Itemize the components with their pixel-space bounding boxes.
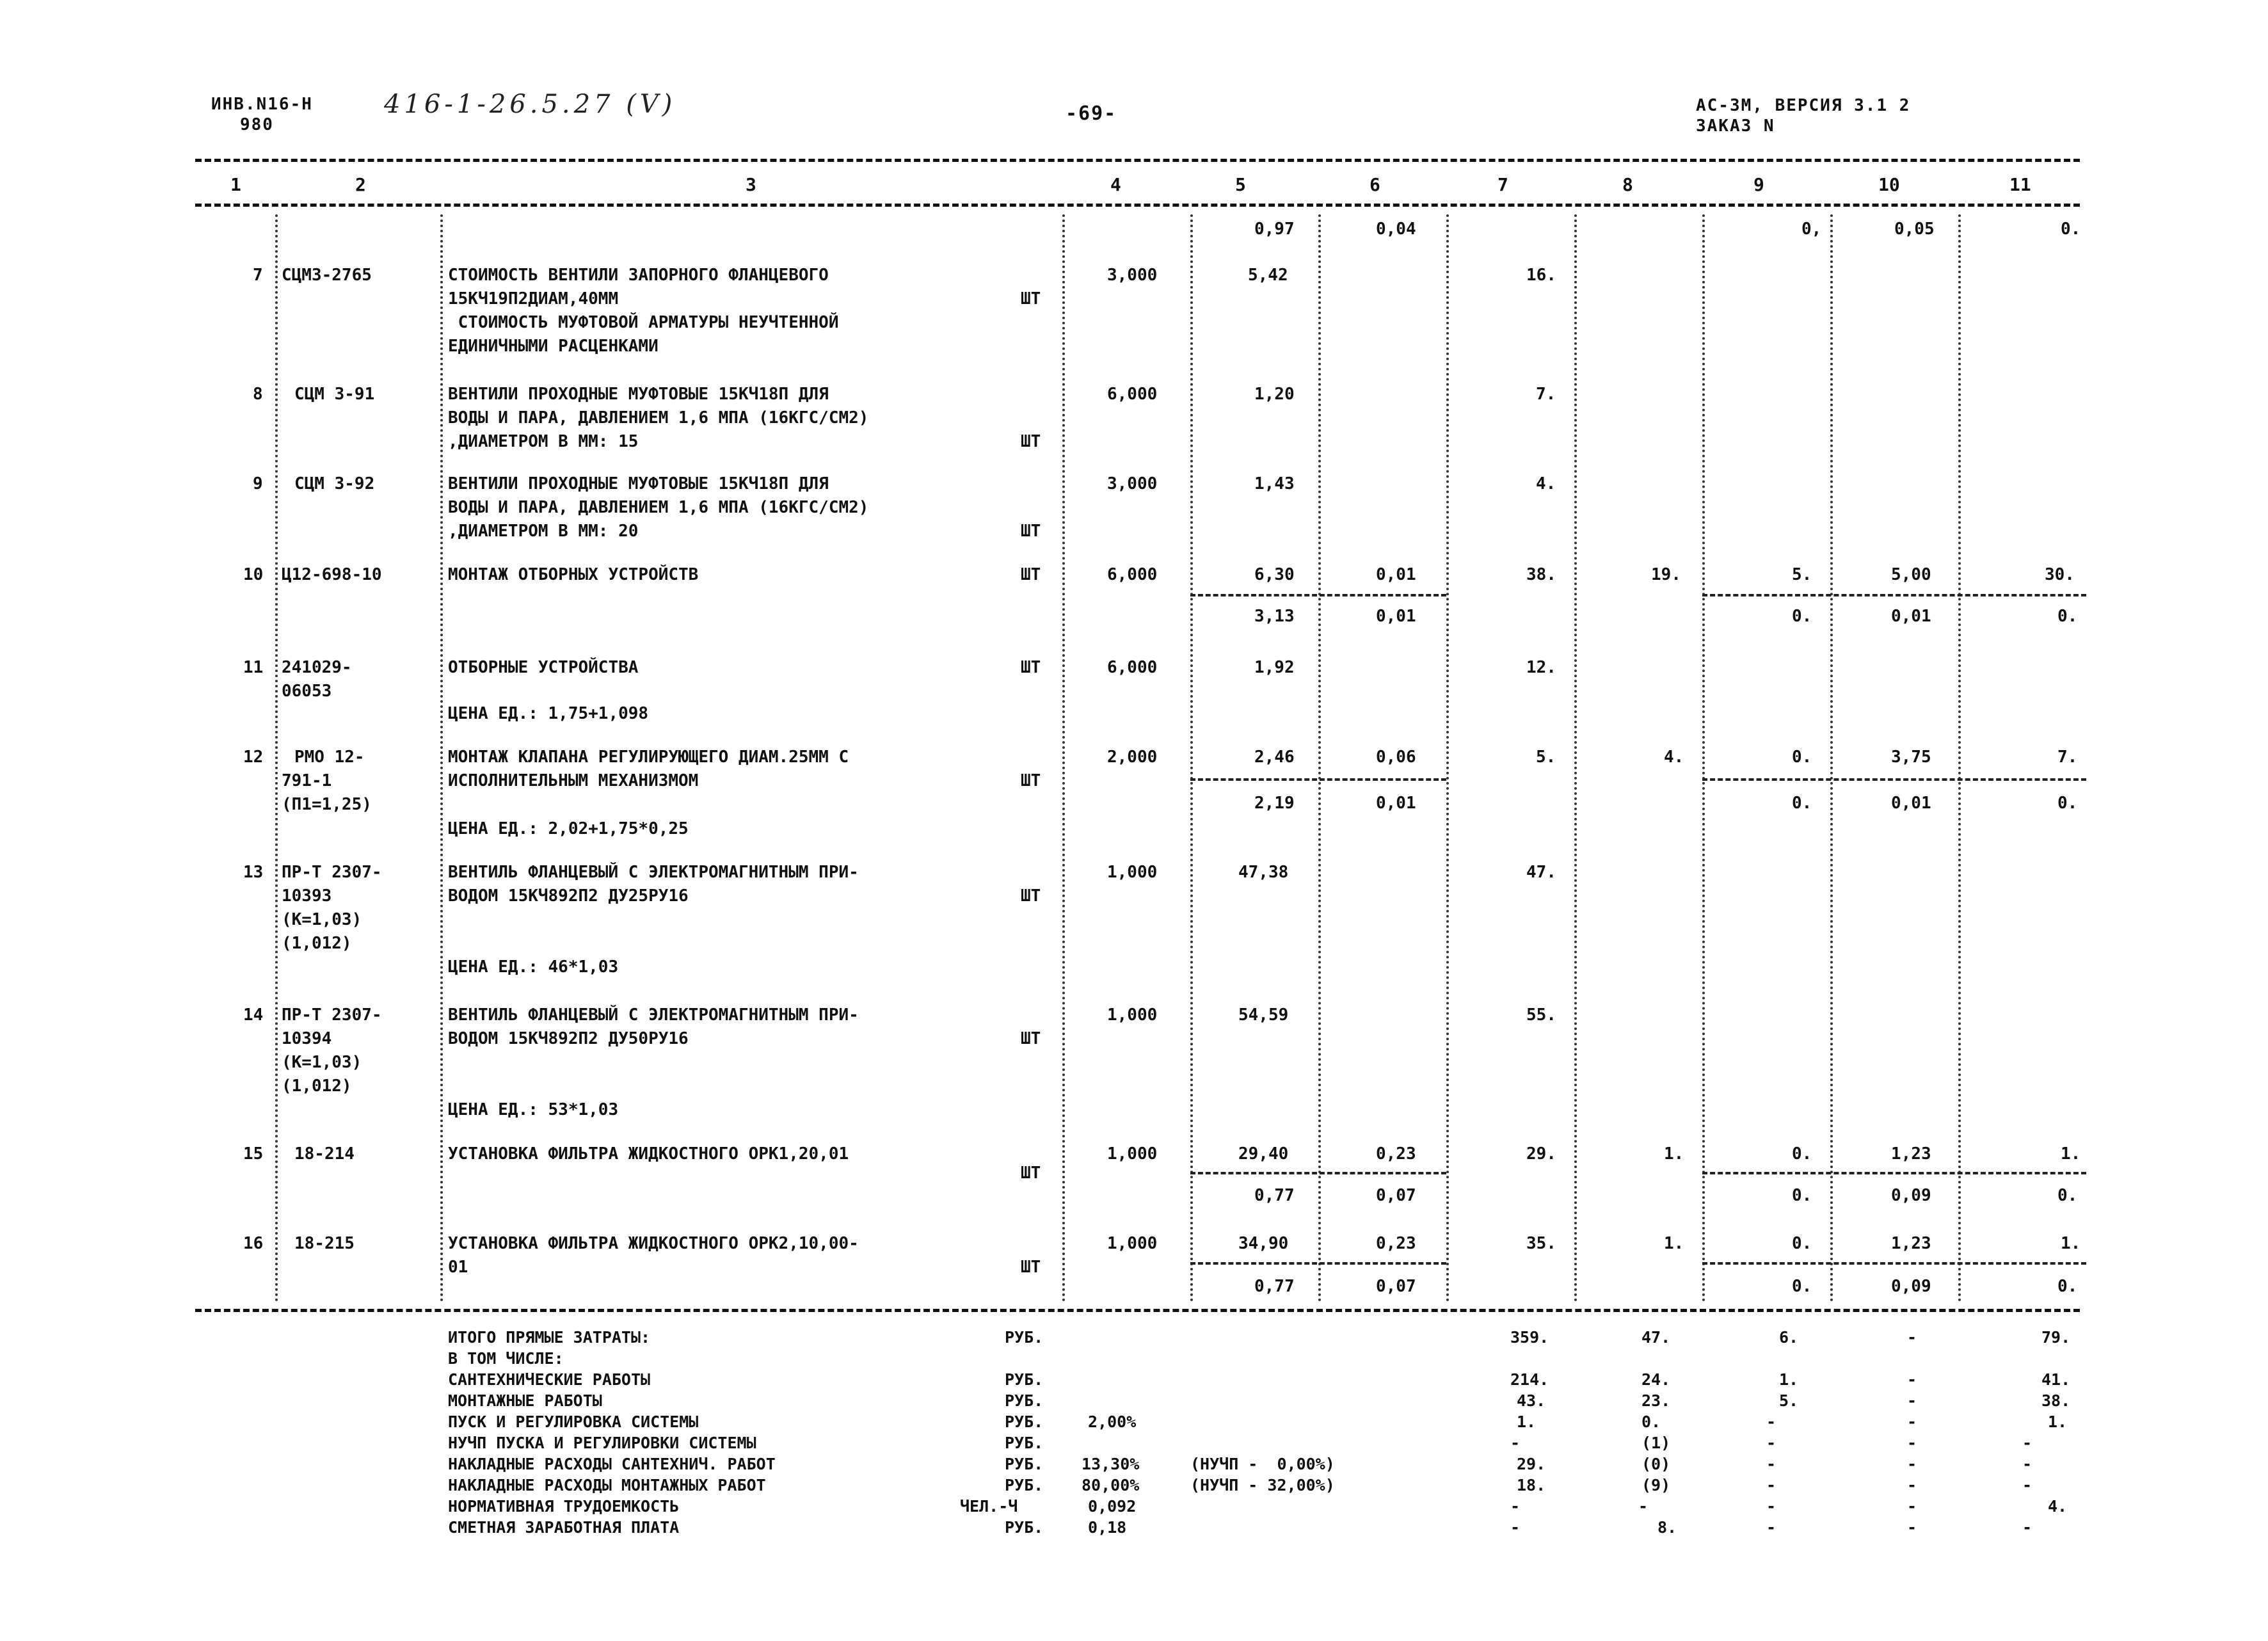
software-version: АС-3М, ВЕРСИЯ 3.1 2	[1696, 96, 1911, 115]
price-code: 241029-	[282, 658, 352, 677]
cell-col9: 0.	[1792, 1234, 1812, 1253]
cell-col11-sub: 0.	[2057, 1186, 2078, 1205]
summary-rate: 0,18	[1088, 1518, 1127, 1537]
inventory-number: 980	[240, 115, 274, 134]
row-number: 12	[243, 748, 264, 767]
top-rule	[195, 159, 2080, 162]
unit: ШТ	[1021, 432, 1041, 451]
summary-col10: -	[1907, 1518, 1917, 1537]
summary-label: НОРМАТИВНАЯ ТРУДОЕМКОСТЬ	[448, 1497, 680, 1516]
summary-col10: -	[1907, 1497, 1917, 1516]
cell-col6-sub: 0,07	[1376, 1186, 1416, 1205]
price-code: ПР-Т 2307-	[282, 1005, 382, 1025]
column-separator	[1190, 214, 1193, 1302]
cell-col7: 7.	[1536, 385, 1556, 404]
unit-price: ЦЕНА ЕД.: 1,75+1,098	[448, 704, 649, 723]
summary-row	[0, 1391, 2268, 1413]
summary-row	[0, 1476, 2268, 1497]
summary-col11: 1.	[2048, 1413, 2068, 1431]
summary-label: НАКЛАДНЫЕ РАСХОДЫ САНТЕХНИЧ. РАБОТ	[448, 1455, 776, 1473]
cell-col4: 6,000	[1107, 658, 1158, 677]
cell-col7: 5.	[1536, 748, 1556, 767]
summary-label: САНТЕХНИЧЕСКИЕ РАБОТЫ	[448, 1370, 651, 1389]
cell-col6-sub: 0,07	[1376, 1277, 1416, 1296]
work-description: УСТАНОВКА ФИЛЬТРА ЖИДКОСТНОГО ОРК1,20,01	[448, 1144, 849, 1164]
work-description: ИСПОЛНИТЕЛЬНЫМ МЕХАНИЗМОМ	[448, 771, 699, 790]
summary-row	[0, 1413, 2268, 1434]
work-description: УСТАНОВКА ФИЛЬТРА ЖИДКОСТНОГО ОРК2,10,00-	[448, 1234, 859, 1253]
summary-row	[0, 1518, 2268, 1539]
cell-col5: 1,43	[1254, 474, 1295, 493]
colnum-8: 8	[1622, 174, 1633, 195]
summary-col11: -	[2022, 1518, 2032, 1537]
work-description: МОНТАЖ ОТБОРНЫХ УСТРОЙСТВ	[448, 565, 699, 584]
cell-col9: 5.	[1792, 565, 1812, 584]
summary-label: ИТОГО ПРЯМЫЕ ЗАТРАТЫ:	[448, 1328, 651, 1347]
price-code: 791-1	[282, 771, 332, 790]
work-description: ВЕНТИЛЬ ФЛАНЦЕВЫЙ С ЭЛЕКТРОМАГНИТНЫМ ПРИ-	[448, 1005, 859, 1025]
summary-col10: -	[1907, 1391, 1917, 1410]
summary-col7: 29.	[1517, 1455, 1546, 1473]
price-code: 10394	[282, 1029, 332, 1048]
cell-col11: 1.	[2061, 1234, 2081, 1253]
cell-col10: 5,00	[1891, 565, 1931, 584]
summary-col9: -	[1766, 1518, 1777, 1537]
summary-unit: РУБ.	[1005, 1476, 1044, 1494]
summary-col8: (9)	[1641, 1476, 1671, 1494]
subtotal-divider	[1702, 1262, 2086, 1265]
summary-col9: -	[1766, 1434, 1777, 1452]
summary-col10: -	[1907, 1328, 1917, 1347]
colnum-11: 11	[2009, 174, 2031, 195]
cell-col5: 1,20	[1254, 385, 1295, 404]
cell-col11: 7.	[2057, 748, 2078, 767]
summary-rate: 13,30%	[1082, 1455, 1140, 1473]
summary-col9: 6.	[1779, 1328, 1799, 1347]
cell-col10-sub: 0,09	[1891, 1277, 1931, 1296]
summary-col7: -	[1510, 1518, 1521, 1537]
cell-col8: 4.	[1664, 748, 1684, 767]
price-code: (1,012)	[282, 1077, 352, 1096]
summary-col9: -	[1766, 1497, 1777, 1516]
cell-col9-sub: 0.	[1792, 1277, 1812, 1296]
summary-rate: 80,00%	[1082, 1476, 1140, 1494]
cell-col9-sub: 0.	[1792, 794, 1812, 813]
colnum-2: 2	[355, 174, 366, 195]
summary-rate: 0,092	[1088, 1497, 1137, 1516]
work-description: 15КЧ19П2ДИАМ,40ММ	[448, 289, 619, 308]
work-description: ВЕНТИЛЬ ФЛАНЦЕВЫЙ С ЭЛЕКТРОМАГНИТНЫМ ПРИ-	[448, 863, 859, 882]
unit: ШТ	[1021, 1029, 1041, 1048]
cell-col4: 3,000	[1107, 474, 1158, 493]
cell-col9: 0.	[1792, 748, 1812, 767]
summary-unit: РУБ.	[1005, 1413, 1044, 1431]
summary-col8: -	[1638, 1497, 1649, 1516]
unit: ШТ	[1021, 771, 1041, 790]
cell-col5: 0,97	[1254, 220, 1295, 239]
summary-col10: -	[1907, 1476, 1917, 1494]
colnum-6: 6	[1370, 174, 1380, 195]
work-description: ВОДОМ 15КЧ892П2 ДУ25РУ16	[448, 886, 689, 906]
cell-col9: 0,	[1801, 220, 1822, 239]
cell-col10-sub: 0,09	[1891, 1186, 1931, 1205]
summary-col11: 38.	[2041, 1391, 2071, 1410]
summary-rate: 2,00%	[1088, 1413, 1137, 1431]
cell-col5: 1,92	[1254, 658, 1295, 677]
cell-col6: 0,04	[1376, 220, 1416, 239]
cell-col5-sub: 0,77	[1254, 1186, 1295, 1205]
unit: ШТ	[1021, 565, 1041, 584]
cell-col7: 12.	[1526, 658, 1556, 677]
summary-col7: -	[1510, 1434, 1521, 1452]
summary-row	[0, 1497, 2268, 1518]
summary-row	[0, 1434, 2268, 1455]
work-description: 01	[448, 1258, 468, 1277]
cell-col6: 0,23	[1376, 1234, 1416, 1253]
summary-label: В ТОМ ЧИСЛЕ:	[448, 1349, 564, 1368]
price-code: СЦМ3-2765	[282, 266, 372, 285]
row-number: 16	[243, 1234, 264, 1253]
cell-col8: 19.	[1651, 565, 1681, 584]
table-bottom-rule	[195, 1309, 2080, 1312]
cell-col7: 29.	[1526, 1144, 1556, 1164]
summary-col8: 47.	[1641, 1328, 1671, 1347]
summary-col7: -	[1510, 1497, 1521, 1516]
cell-col5: 54,59	[1238, 1005, 1289, 1025]
cell-col9-sub: 0.	[1792, 607, 1812, 626]
cell-col11-sub: 0.	[2057, 794, 2078, 813]
price-code: РМО 12-	[294, 748, 365, 767]
row-number: 10	[243, 565, 264, 584]
summary-row	[0, 1455, 2268, 1476]
summary-label: ПУСК И РЕГУЛИРОВКА СИСТЕМЫ	[448, 1413, 699, 1431]
price-code: ПР-Т 2307-	[282, 863, 382, 882]
cell-col5: 29,40	[1238, 1144, 1289, 1164]
column-separator	[275, 214, 278, 1302]
cell-col11: 0.	[2061, 220, 2081, 239]
work-description: ВЕНТИЛИ ПРОХОДНЫЕ МУФТОВЫЕ 15КЧ18П ДЛЯ	[448, 474, 829, 493]
cell-col8: 1.	[1664, 1234, 1684, 1253]
unit: ШТ	[1021, 522, 1041, 541]
unit: ШТ	[1021, 1164, 1041, 1183]
unit-price: ЦЕНА ЕД.: 53*1,03	[448, 1100, 619, 1119]
summary-col7: 214.	[1510, 1370, 1549, 1389]
cell-col4: 6,000	[1107, 565, 1158, 584]
work-description: ВОДЫ И ПАРА, ДАВЛЕНИЕМ 1,6 МПА (16КГС/СМ2)	[448, 408, 869, 428]
summary-col10: -	[1907, 1370, 1917, 1389]
cell-col9-sub: 0.	[1792, 1186, 1812, 1205]
cell-col10: 0,05	[1894, 220, 1935, 239]
column-number-row	[195, 174, 2080, 200]
column-separator	[1574, 214, 1577, 1302]
work-description: ,ДИАМЕТРОМ В ММ: 20	[448, 522, 639, 541]
summary-col8: 0.	[1641, 1413, 1661, 1431]
cell-col6-sub: 0,01	[1376, 794, 1416, 813]
summary-col8: 24.	[1641, 1370, 1671, 1389]
subtotal-divider	[1702, 594, 2086, 596]
page-number: -69-	[1066, 102, 1117, 125]
colnum-4: 4	[1110, 174, 1121, 195]
colnum-3: 3	[746, 174, 756, 195]
cell-col7: 16.	[1526, 266, 1556, 285]
cell-col10: 1,23	[1891, 1144, 1931, 1164]
cell-col5: 34,90	[1238, 1234, 1289, 1253]
summary-unit: РУБ.	[1005, 1328, 1044, 1347]
work-description: МОНТАЖ КЛАПАНА РЕГУЛИРУЮЩЕГО ДИАМ.25ММ С	[448, 748, 849, 767]
summary-col10: -	[1907, 1434, 1917, 1452]
summary-col11: -	[2022, 1434, 2032, 1452]
colnum-5: 5	[1235, 174, 1246, 195]
summary-label: МОНТАЖНЫЕ РАБОТЫ	[448, 1391, 602, 1410]
cell-col4: 1,000	[1107, 863, 1158, 882]
summary-col7: 1.	[1517, 1413, 1537, 1431]
summary-col9: -	[1766, 1476, 1777, 1494]
summary-overhead-note: (НУЧП - 32,00%)	[1190, 1476, 1335, 1494]
work-description: ВОДОМ 15КЧ892П2 ДУ50РУ16	[448, 1029, 689, 1048]
work-description: ВОДЫ И ПАРА, ДАВЛЕНИЕМ 1,6 МПА (16КГС/СМ2)	[448, 498, 869, 517]
colnum-9: 9	[1753, 174, 1764, 195]
cell-col11: 1.	[2061, 1144, 2081, 1164]
price-code: (1,012)	[282, 934, 352, 953]
cell-col5-sub: 3,13	[1254, 607, 1295, 626]
summary-col10: -	[1907, 1413, 1917, 1431]
work-description: ВЕНТИЛИ ПРОХОДНЫЕ МУФТОВЫЕ 15КЧ18П ДЛЯ	[448, 385, 829, 404]
summary-col10: -	[1907, 1455, 1917, 1473]
cell-col10-sub: 0,01	[1891, 607, 1931, 626]
column-separator	[1318, 214, 1321, 1302]
column-separator	[1702, 214, 1705, 1302]
work-description: ,ДИАМЕТРОМ В ММ: 15	[448, 432, 639, 451]
summary-col8: (1)	[1641, 1434, 1671, 1452]
cell-col6: 0,01	[1376, 565, 1416, 584]
price-code: (К=1,03)	[282, 1053, 362, 1072]
summary-unit: РУБ.	[1005, 1434, 1044, 1452]
cell-col5: 2,46	[1254, 748, 1295, 767]
work-description: СТОИМОСТЬ ВЕНТИЛИ ЗАПОРНОГО ФЛАНЦЕВОГО	[448, 266, 829, 285]
price-code: СЦМ 3-91	[294, 385, 375, 404]
summary-label: НУЧП ПУСКА И РЕГУЛИРОВКИ СИСТЕМЫ	[448, 1434, 756, 1452]
subtotal-divider	[1190, 594, 1446, 596]
price-code: Ц12-698-10	[282, 565, 382, 584]
subtotal-divider	[1702, 1172, 2086, 1174]
summary-col11: 79.	[2041, 1328, 2071, 1347]
order-label: ЗАКАЗ N	[1696, 116, 1775, 136]
cell-col7: 38.	[1526, 565, 1556, 584]
summary-row	[0, 1349, 2268, 1370]
summary-col11: -	[2022, 1455, 2032, 1473]
column-separator	[1062, 214, 1065, 1302]
header-rule	[195, 204, 2080, 207]
row-number: 11	[243, 658, 264, 677]
summary-unit: РУБ.	[1005, 1391, 1044, 1410]
summary-col8: 23.	[1641, 1391, 1671, 1410]
unit: ШТ	[1021, 1258, 1041, 1277]
price-code: СЦМ 3-92	[294, 474, 375, 493]
cell-col4: 6,000	[1107, 385, 1158, 404]
column-separator	[1958, 214, 1961, 1302]
cell-col4: 2,000	[1107, 748, 1158, 767]
cell-col5: 6,30	[1254, 565, 1295, 584]
row-number: 7	[253, 266, 263, 285]
column-separator	[1446, 214, 1449, 1302]
price-code: (К=1,03)	[282, 910, 362, 929]
summary-col8: 8.	[1657, 1518, 1677, 1537]
cell-col11: 30.	[2045, 565, 2075, 584]
summary-unit: РУБ.	[1005, 1370, 1044, 1389]
summary-label: НАКЛАДНЫЕ РАСХОДЫ МОНТАЖНЫХ РАБОТ	[448, 1476, 766, 1494]
cell-col11-sub: 0.	[2057, 1277, 2078, 1296]
cell-col6: 0,23	[1376, 1144, 1416, 1164]
price-code: (П1=1,25)	[282, 795, 372, 814]
colnum-1: 1	[230, 174, 241, 195]
colnum-10: 10	[1878, 174, 1900, 195]
work-description: ЕДИНИЧНЫМИ РАСЦЕНКАМИ	[448, 337, 659, 356]
summary-col9: -	[1766, 1455, 1777, 1473]
work-description: ОТБОРНЫЕ УСТРОЙСТВА	[448, 658, 639, 677]
row-number: 9	[253, 474, 263, 493]
summary-col9: 5.	[1779, 1391, 1799, 1410]
summary-col11: 41.	[2041, 1370, 2071, 1389]
summary-col8: (0)	[1641, 1455, 1671, 1473]
price-code: 18-214	[294, 1144, 355, 1164]
cell-col5: 5,42	[1248, 266, 1288, 285]
summary-col9: -	[1766, 1413, 1777, 1431]
unit: ШТ	[1021, 658, 1041, 677]
cell-col11-sub: 0.	[2057, 607, 2078, 626]
unit-price: ЦЕНА ЕД.: 46*1,03	[448, 957, 619, 977]
row-number: 14	[243, 1005, 264, 1025]
summary-col7: 43.	[1517, 1391, 1546, 1410]
summary-unit: РУБ.	[1005, 1455, 1044, 1473]
subtotal-divider	[1190, 778, 1446, 781]
summary-row	[0, 1328, 2268, 1349]
price-code: 06053	[282, 682, 332, 701]
summary-col7: 18.	[1517, 1476, 1546, 1494]
price-code: 10393	[282, 886, 332, 906]
subtotal-divider	[1190, 1262, 1446, 1265]
column-separator	[440, 214, 443, 1302]
cell-col4: 1,000	[1107, 1005, 1158, 1025]
colnum-7: 7	[1497, 174, 1508, 195]
subtotal-divider	[1702, 778, 2086, 781]
unit-price: ЦЕНА ЕД.: 2,02+1,75*0,25	[448, 819, 689, 838]
summary-unit: ЧЕЛ.-Ч	[960, 1497, 1018, 1516]
cell-col5-sub: 2,19	[1254, 794, 1295, 813]
cell-col10-sub: 0,01	[1891, 794, 1931, 813]
unit: ШТ	[1021, 886, 1041, 906]
summary-col9: 1.	[1779, 1370, 1799, 1389]
work-description: СТОИМОСТЬ МУФТОВОЙ АРМАТУРЫ НЕУЧТЕННОЙ	[448, 313, 839, 332]
cell-col10: 3,75	[1891, 748, 1931, 767]
subtotal-divider	[1190, 1172, 1446, 1174]
cell-col10: 1,23	[1891, 1234, 1931, 1253]
handwritten-project-code: 416-1-26.5.27 (V)	[384, 90, 676, 119]
cell-col5-sub: 0,77	[1254, 1277, 1295, 1296]
unit: ШТ	[1021, 289, 1041, 308]
inventory-code: ИНВ.N16-Н	[211, 95, 313, 114]
cell-col6-sub: 0,01	[1376, 607, 1416, 626]
summary-label: СМЕТНАЯ ЗАРАБОТНАЯ ПЛАТА	[448, 1518, 680, 1537]
column-separator	[1830, 214, 1833, 1302]
summary-col11: 4.	[2048, 1497, 2068, 1516]
row-number: 13	[243, 863, 264, 882]
summary-col11: -	[2022, 1476, 2032, 1494]
cell-col6: 0,06	[1376, 748, 1416, 767]
summary-col7: 359.	[1510, 1328, 1549, 1347]
cell-col4: 3,000	[1107, 266, 1158, 285]
cell-col9: 0.	[1792, 1144, 1812, 1164]
price-code: 18-215	[294, 1234, 355, 1253]
cell-col8: 1.	[1664, 1144, 1684, 1164]
row-number: 15	[243, 1144, 264, 1164]
cell-col4: 1,000	[1107, 1144, 1158, 1164]
cell-col7: 35.	[1526, 1234, 1556, 1253]
cell-col7: 4.	[1536, 474, 1556, 493]
summary-row	[0, 1370, 2268, 1391]
cell-col7: 47.	[1526, 863, 1556, 882]
cell-col5: 47,38	[1238, 863, 1289, 882]
cell-col4: 1,000	[1107, 1234, 1158, 1253]
summary-unit: РУБ.	[1005, 1518, 1044, 1537]
summary-overhead-note: (НУЧП - 0,00%)	[1190, 1455, 1335, 1473]
row-number: 8	[253, 385, 263, 404]
cell-col7: 55.	[1526, 1005, 1556, 1025]
